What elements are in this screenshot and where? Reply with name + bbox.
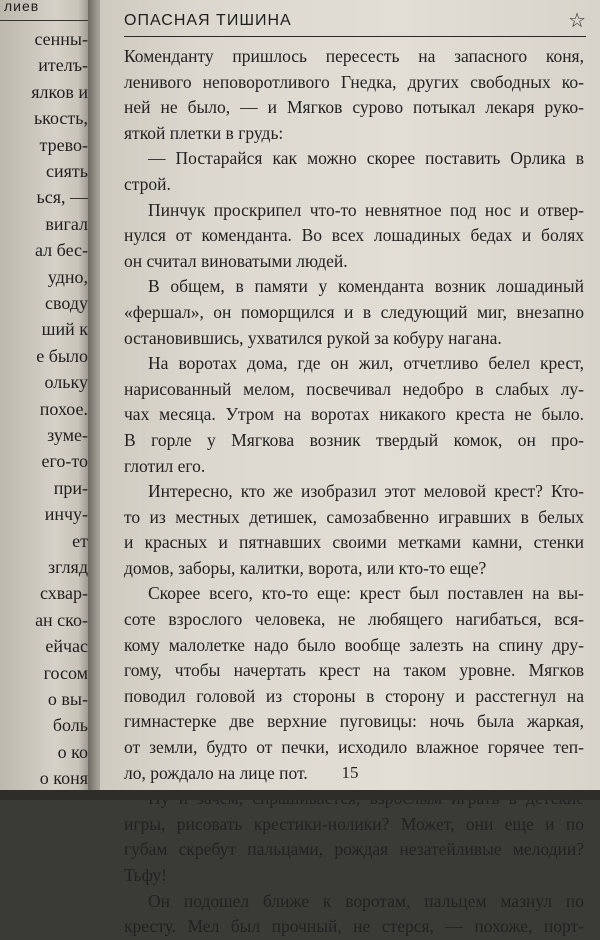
left-line-fragment: о коня	[39, 768, 88, 789]
left-line-fragment: ься, —	[36, 187, 88, 208]
text-line: от земли, будто от печки, исходило влажное горячее теп-	[124, 737, 584, 758]
left-line-fragment: похое.	[39, 398, 88, 419]
star-icon: ☆	[568, 10, 586, 32]
text-line: строй.	[124, 173, 171, 194]
left-line-fragment: ькость,	[33, 108, 88, 129]
left-line-fragment: трево-	[39, 134, 88, 155]
text-line: Он подошел ближе к воротам, пальцем мазнул по	[148, 890, 584, 911]
text-line: ней не было, — и Мягков сурово потыкал лекаря руко-	[124, 97, 584, 118]
text-line: гимнастерке две верхние пуговицы: ночь была жаркая,	[124, 711, 584, 732]
left-line-fragment: госом	[43, 662, 88, 683]
text-line: В общем, в памяти у коменданта возник лошадиный	[148, 276, 584, 297]
left-line-fragment: о вы-	[47, 689, 88, 709]
left-line-fragment: о ко	[57, 741, 88, 762]
text-line: поводил головой из стороны в сторону и расстегнул на	[124, 685, 584, 706]
left-line-fragment: ейчас	[45, 636, 88, 657]
page-number: 15	[341, 763, 359, 782]
left-line-fragment: ителъ-	[38, 55, 88, 76]
text-line: Интересно, кто же изобразил этот меловой крест? Кто-	[148, 481, 584, 502]
text-line: чах месяца. Утром на воротах никакого креста не было.	[124, 404, 584, 425]
left-line-fragment: ет	[72, 530, 88, 551]
text-line: он считал виноватыми людей.	[124, 250, 348, 271]
text-line: — Постарайся как можно скорее поставить Орлика в	[148, 148, 584, 169]
text-line: глотил его.	[124, 455, 206, 476]
left-line-fragment: ан ско-	[35, 609, 88, 630]
text-line: гому, чтобы начертать крест на таком уровне. Мягков	[124, 660, 584, 681]
left-line-fragment: сиять	[46, 161, 88, 181]
text-line: ло, рождало на лице пот.	[124, 762, 308, 783]
page-bottom-edge	[0, 790, 600, 800]
running-title: ОПАСНАЯ ТИШИНА	[124, 12, 292, 29]
text-line: В горле у Мягкова возник твердый комок, он про-	[124, 429, 584, 450]
left-line-fragment: при-	[53, 477, 88, 498]
text-line: «фершал», он поморщился и в следующий миг, внезапно	[124, 301, 584, 322]
text-line: нарисованный мелом, посвечивал недобро в слабых лу-	[124, 378, 584, 399]
text-line: яткой плетки в грудь:	[124, 122, 284, 143]
left-line-fragment: вигал	[45, 213, 88, 234]
text-line: На воротах дома, где он жил, отчетливо белел крест,	[148, 353, 584, 374]
text-line: Тьфу!	[124, 865, 168, 885]
left-header-fragment: лиев	[4, 0, 40, 14]
text-line: кресту. Мел был прочный, не стерся, — похоже, порт-	[124, 916, 584, 937]
text-line: домов, заборы, калитки, ворота, или кто-то еще?	[124, 557, 487, 578]
left-page	[0, 0, 92, 800]
text-line: то из местных детишек, самозабвенно игравших в белых	[124, 506, 584, 527]
text-line: Пинчук проскрипел что-то невнятное под нос и отвер-	[148, 199, 584, 220]
left-line-fragment: его-то	[41, 451, 88, 472]
text-line: кому малолетке надо было вообще залезть на спину дру-	[124, 634, 584, 655]
text-line: нулся от коменданта. Во всех лошадиных бедах и болях	[124, 225, 584, 246]
text-line: ленивого неповоротливого Гнедка, других свободных ко-	[124, 71, 584, 92]
text-line: Коменданту пришлось пересесть на запасного коня,	[124, 46, 584, 66]
left-line-fragment: згляд	[48, 557, 88, 577]
text-line: губам скребут пальцами, рождая незатейливые мелодии?	[124, 839, 584, 860]
page-body-text	[124, 44, 584, 940]
left-line-fragment: сенны-	[34, 29, 88, 49]
left-line-fragment: своду	[44, 293, 88, 313]
left-line-fragment: схвар-	[40, 583, 88, 604]
text-line: соте взрослого человека, не любящего нагибаться, вся-	[124, 609, 584, 630]
right-page	[100, 0, 600, 937]
text-line: Скорее всего, кто-то еще: крест был поставлен на вы-	[148, 583, 584, 604]
text-line: игры, рисовать крестики-нолики? Может, они еще и по	[124, 813, 584, 834]
left-line-fragment: ольку	[44, 372, 88, 393]
left-line-fragment: удно,	[47, 266, 88, 287]
running-header	[124, 12, 586, 37]
left-line-fragment: зуме-	[47, 425, 88, 445]
left-line-fragment: инчу-	[44, 504, 88, 525]
text-line: остановившись, ухватился рукой за кобуру нагана.	[124, 327, 502, 348]
text-line: и красных и пятнавших своими метками камни, стенки	[124, 532, 584, 553]
left-page-header	[0, 0, 92, 21]
left-line-fragment: е было	[36, 345, 88, 366]
left-line-fragment: ал бес-	[35, 240, 88, 261]
left-line-fragment: ший к	[41, 319, 88, 340]
left-line-fragment: ялков и	[31, 81, 88, 102]
left-line-fragment: боль	[52, 715, 88, 736]
